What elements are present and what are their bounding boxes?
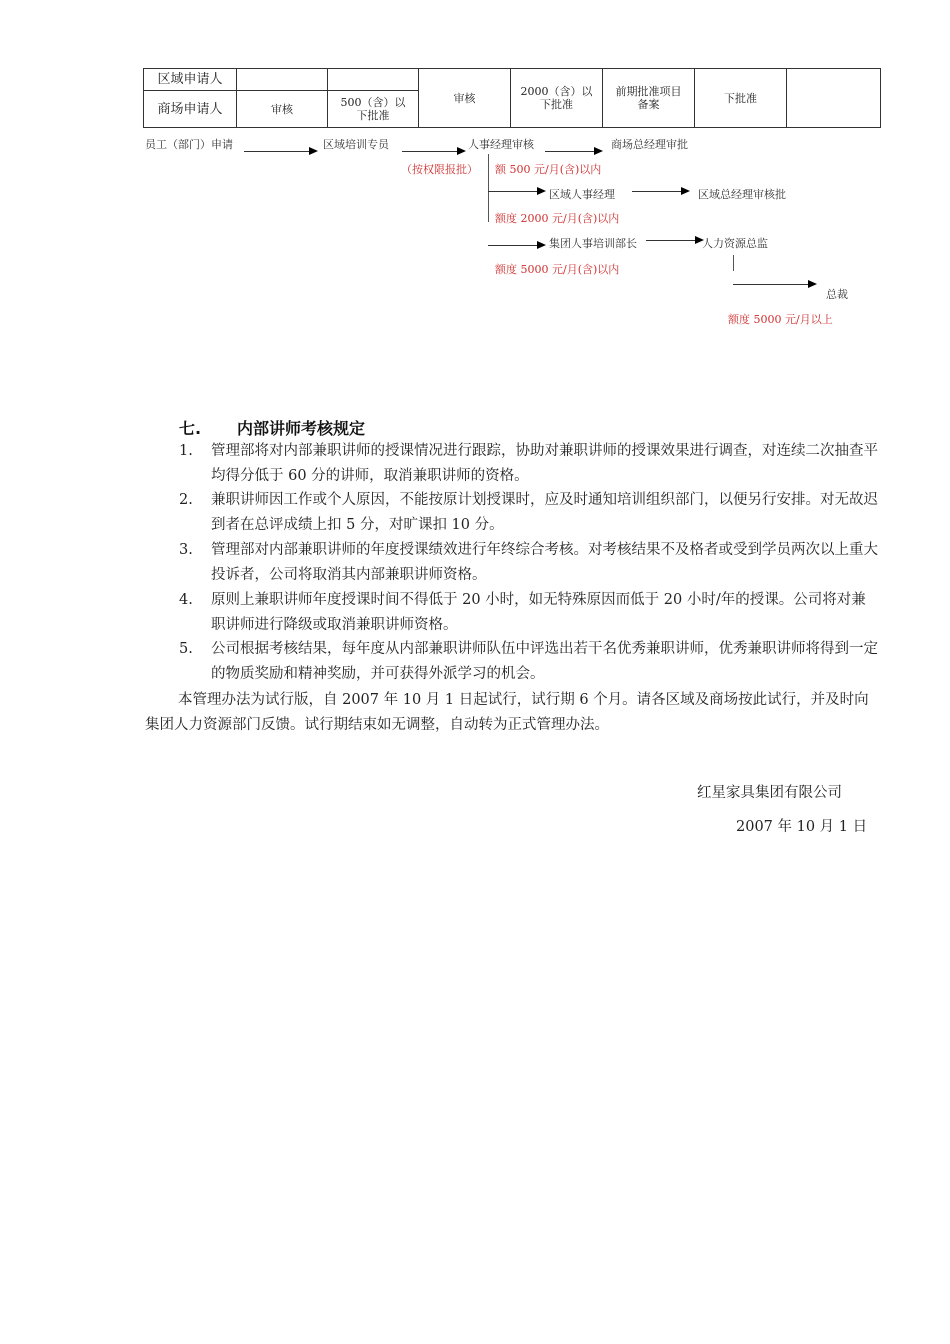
flow-mall-gm: 商场总经理审批 <box>611 138 688 151</box>
flow-by-authority: （按权限报批） <box>401 163 478 176</box>
company-name: 红星家具集团有限公司 <box>697 785 842 801</box>
list-item-text: 兼职讲师因工作或个人原因，不能按原计划授课时，应及时通知培训组织部门，以便另行安排。对无故迟到者在总评成绩上扣 5 分，对旷课扣 10 分。 <box>211 492 878 533</box>
document-date: 2007 年 10 月 1 日 <box>736 819 868 835</box>
arrow-right-icon <box>808 280 817 288</box>
flow-arrow <box>733 284 809 285</box>
arrow-right-icon <box>457 147 466 155</box>
flow-arrow <box>632 191 682 192</box>
cell-review: 审核 <box>419 69 511 128</box>
list-item <box>179 439 879 489</box>
cell-empty <box>328 69 419 91</box>
cell-500-approve: 500（含）以下批准 <box>328 91 419 128</box>
approval-table <box>143 68 881 128</box>
flow-hr-director: 人力资源总监 <box>702 237 768 250</box>
flow-arrow <box>402 151 458 152</box>
list-item-number: 1. <box>179 443 193 459</box>
list-item-number: 2. <box>179 492 193 508</box>
list-item <box>179 538 879 588</box>
section-title: 内部讲师考核规定 <box>237 419 366 438</box>
flow-arrow <box>488 191 538 192</box>
flow-branch-line <box>488 154 489 222</box>
list-item <box>179 637 879 687</box>
flow-employee-request: 员工（部门）申请 <box>145 138 233 151</box>
list-item-text: 管理部将对内部兼职讲师的授课情况进行跟踪，协助对兼职讲师的授课效果进行调查，对连续二次抽查平均得分低于 60 分的讲师，取消兼职讲师的资格。 <box>211 443 878 484</box>
list-item-number: 3. <box>179 542 193 558</box>
flow-president: 总裁 <box>826 288 848 301</box>
flow-limit-over-5000: 额度 5000 元/月以上 <box>728 313 833 326</box>
flow-limit-2000: 额度 2000 元/月(含)以内 <box>495 212 620 225</box>
flow-arrow <box>545 151 595 152</box>
row-regional-applicant: 区域申请人 <box>144 69 237 91</box>
list-item-number: 5. <box>179 641 193 657</box>
section-number: 七. <box>179 419 202 438</box>
flow-arrow <box>646 240 696 241</box>
closing-paragraph: 本管理办法为试行版，自 2007 年 10 月 1 日起试行，试行期 6 个月。请各区域及商场按此试行，并及时向集团人力资源部门反馈。试行期结束如无调整，自动转为正式管理办法。 <box>145 692 869 733</box>
arrow-right-icon <box>681 187 690 195</box>
flow-limit-500: 额 500 元/月(含)以内 <box>495 163 602 176</box>
arrow-right-icon <box>537 241 546 249</box>
flow-regional-gm: 区域总经理审核批 <box>698 188 786 201</box>
cell-record: 前期批准项目备案 <box>603 69 695 128</box>
flow-limit-5000: 额度 5000 元/月(含)以内 <box>495 263 620 276</box>
flow-regional-trainer: 区域培训专员 <box>323 138 389 151</box>
arrow-right-icon <box>537 187 546 195</box>
flow-branch-line <box>733 255 734 271</box>
flow-regional-hr: 区域人事经理 <box>549 188 615 201</box>
list-item <box>179 588 879 638</box>
cell-empty <box>237 69 328 91</box>
cell-empty <box>787 69 881 128</box>
cell-2000-approve: 2000（含）以下批准 <box>511 69 603 128</box>
list-item <box>179 488 879 538</box>
section-heading <box>179 416 365 439</box>
flow-group-training: 集团人事培训部长 <box>549 237 637 250</box>
flow-arrow <box>244 151 310 152</box>
cell-approve: 下批准 <box>695 69 787 128</box>
list-item-text: 原则上兼职讲师年度授课时间不得低于 20 小时，如无特殊原因而低于 20 小时/年的授课。公司将对兼职讲师进行降级或取消兼职讲师资格。 <box>211 592 866 633</box>
arrow-right-icon <box>594 147 603 155</box>
flow-arrow <box>488 245 538 246</box>
arrow-right-icon <box>309 147 318 155</box>
list-item-text: 管理部对内部兼职讲师的年度授课绩效进行年终综合考核。对考核结果不及格者或受到学员两次以上重大投诉者，公司将取消其内部兼职讲师资格。 <box>211 542 878 583</box>
list-item-number: 4. <box>179 592 193 608</box>
list-item-text: 公司根据考核结果，每年度从内部兼职讲师队伍中评选出若干名优秀兼职讲师，优秀兼职讲师将得到一定的物质奖励和精神奖励，并可获得外派学习的机会。 <box>211 641 878 682</box>
row-mall-applicant: 商场申请人 <box>144 91 237 128</box>
flow-hr-manager: 人事经理审核 <box>468 138 534 151</box>
cell-review: 审核 <box>237 91 328 128</box>
